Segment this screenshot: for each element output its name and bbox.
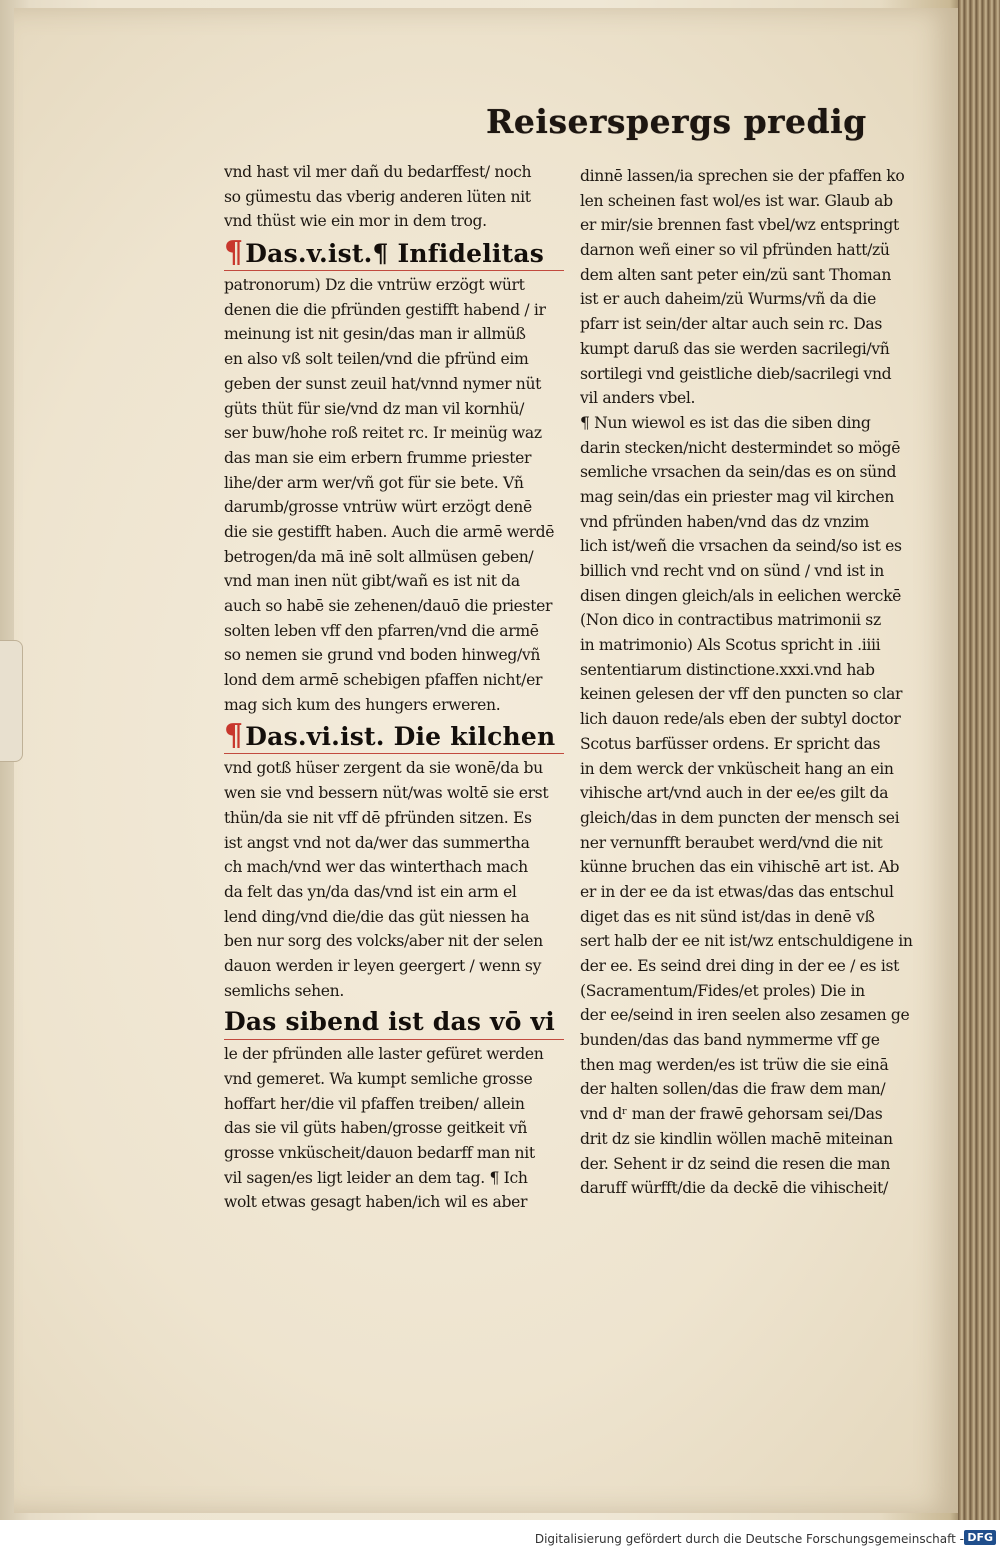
text-line: Scotus barfüsser ordens. Er spricht das	[580, 734, 881, 753]
text-line: lich ist/weñ die vrsachen da seind/so ist es	[580, 537, 902, 556]
text-line: keinen gelesen der vff den puncten so clar	[580, 685, 903, 704]
text-line: hoffart her/die vil pfaffen treiben/ allein	[224, 1094, 525, 1113]
text-line: en also vß solt teilen/vnd die pfründ eim	[224, 350, 529, 369]
text-line: ist er auch daheim/zü Wurms/vñ da die	[580, 290, 876, 309]
text-line: dinnē lassen/ia sprechen sie der pfaffen ko	[580, 167, 905, 185]
text-line: lond dem armē schebigen pfaffen nicht/er	[224, 671, 543, 690]
text-line: vnd gemeret. Wa kumpt semliche grosse	[224, 1070, 533, 1088]
text-line: diget das es nit sünd ist/das in denē vß	[580, 907, 875, 926]
text-line: thün/da sie nit vff dē pfründen sitzen. Es	[224, 808, 532, 827]
text-line: vil sagen/es ligt leider an dem tag. ¶ Ich	[224, 1168, 528, 1187]
text-line: in dem werck der vnküscheit hang an ein	[580, 759, 894, 778]
funding-credit: Digitalisierung gefördert durch die Deutsche Forschungsgemeinschaft -	[534, 1532, 964, 1546]
text-line: vihische art/vnd auch in der ee/es gilt da	[580, 784, 889, 803]
text-line: pfarr ist sein/der altar auch sein rc. Das	[580, 315, 883, 334]
text-line: meinung ist nit gesin/das man ir allmüß	[224, 325, 526, 344]
text-line: (Non dico in contractibus matrimonii sz	[580, 611, 881, 630]
text-line: der. Sehent ir dz seind die resen die man	[580, 1154, 891, 1173]
left-text-column	[224, 160, 564, 1215]
text-line: vnd dʳ man der frawē gehorsam sei/Das	[580, 1105, 883, 1124]
text-line: lend ding/vnd die/die das güt niessen ha	[224, 907, 530, 926]
heading-text: Das.v.ist.¶ Infidelitas	[245, 239, 545, 269]
text-line: güts thüt für sie/vnd dz man vil kornhü/	[224, 399, 524, 418]
text-line: wen sie vnd bessern nüt/was woltē sie erst	[224, 784, 549, 803]
text-line: lihe/der arm wer/vñ got für sie bete. Vñ	[224, 473, 524, 492]
text-line: so gümestu das vberig anderen lüten nit	[224, 187, 531, 206]
page-clip	[0, 640, 23, 762]
text-line: so nemen sie grund vnd boden hinweg/vñ	[224, 646, 541, 665]
text-line: der ee. Es seind drei ding in der ee / es ist	[580, 957, 900, 975]
running-title: Reiserspergs predig	[486, 102, 867, 141]
text-line: dem alten sant peter ein/zü sant Thoman	[580, 265, 892, 284]
text-line: er in der ee da ist etwas/das das entschul	[580, 882, 894, 901]
text-line: sert halb der ee nit ist/wz entschuldigene in	[580, 932, 913, 951]
text-line: sententiarum distinctione.xxxi.vnd hab	[580, 660, 875, 679]
text-line: vnd gotß hüser zergent da sie wonē/da bu	[224, 759, 543, 778]
text-line: daruff würfft/die da deckē die vihischeit/	[580, 1179, 888, 1198]
right-text-column	[580, 164, 925, 1201]
text-line: len scheinen fast wol/es ist war. Glaub ab	[580, 191, 893, 210]
text-line: semliche vrsachen da sein/das es on sünd	[580, 463, 897, 482]
text-line: vnd man inen nüt gibt/wañ es ist nit da	[224, 572, 520, 591]
text-line: die sie gestifft haben. Auch die armē werdē	[224, 522, 555, 541]
text-line: auch so habē sie zehenen/dauō die priester	[224, 597, 553, 615]
text-line: sortilegi vnd geistliche dieb/sacrilegi vnd	[580, 364, 892, 383]
paragraph-mark-icon: ¶	[224, 719, 244, 754]
text-line: ist angst vnd not da/wer das summertha	[224, 833, 530, 852]
text-line: vil anders vbel.	[580, 389, 696, 408]
text-line: geben der sunst zeuil hat/vnnd nymer nüt	[224, 374, 542, 393]
text-line: ben nur sorg des volcks/aber nit der selen	[224, 932, 543, 951]
text-line: dauon werden ir leyen geergert / wenn sy	[224, 956, 542, 975]
text-line: mag sein/das ein priester mag vil kirchen	[580, 487, 894, 506]
book-gutter	[958, 0, 1000, 1520]
paragraph-mark-icon: ¶	[224, 236, 244, 271]
text-line: billich vnd recht vnd on sünd / vnd ist in	[580, 562, 884, 580]
text-line: künne bruchen das ein vihischē art ist. Ab	[580, 858, 900, 877]
text-line: solten leben vff den pfarren/vnd die armē	[224, 621, 539, 640]
text-line: ner vernunfft beraubet werd/vnd die nit	[580, 833, 883, 852]
text-line: mag sich kum des hungers erweren.	[224, 695, 501, 714]
text-line: vnd pfründen haben/vnd das dz vnzim	[580, 512, 869, 531]
text-line: er mir/sie brennen fast vbel/wz entspringt	[580, 216, 899, 235]
text-line: bunden/das das band nymmerme vff ge	[580, 1031, 880, 1050]
text-line: das man sie eim erbern frumme priester	[224, 448, 532, 467]
text-line: ser buw/hohe roß reitet rc. Ir meinüg waz	[224, 424, 542, 443]
text-line: in matrimonio) Als Scotus spricht in .iiii	[580, 636, 881, 655]
text-line: darin stecken/nicht destermindet so mögē	[580, 438, 901, 457]
text-line: vnd hast vil mer dañ du bedarffest/ noch	[224, 163, 532, 181]
text-line: gleich/das in dem puncten der mensch sei	[580, 808, 900, 827]
text-line: der ee/seind in iren seelen also zesamen ge	[580, 1006, 910, 1025]
text-line: darnon weñ einer so vil pfründen hatt/zü	[580, 241, 890, 260]
text-line: kumpt daruß das sie werden sacrilegi/vñ	[580, 339, 890, 358]
text-line: darumb/grosse vntrüw würt erzögt denē	[224, 498, 532, 517]
heading-text: Das sibend ist das vō vi	[224, 1007, 555, 1037]
text-line: betrogen/da mā inē solt allmüsen geben/	[224, 547, 534, 566]
text-line: drit dz sie kindlin wöllen machē miteinan	[580, 1129, 893, 1148]
text-line: lich dauon rede/als eben der subtyl doctor	[580, 710, 901, 729]
text-line: ¶ Nun wiewol es ist das die siben ding	[580, 413, 871, 432]
text-line: wolt etwas gesagt haben/ich wil es aber	[224, 1193, 528, 1212]
text-line: vnd thüst wie ein mor in dem trog.	[224, 212, 487, 231]
heading-text: Das.vi.ist. Die kilchen	[245, 722, 556, 752]
text-line: disen dingen gleich/als in eelichen werckē	[580, 586, 902, 605]
text-line: da felt das yn/da das/vnd ist ein arm el	[224, 882, 517, 901]
text-line: denen die die pfründen gestifft habend / ir	[224, 300, 546, 319]
section-heading-vi	[224, 719, 564, 754]
text-line: (Sacramentum/Fides/et proles) Die in	[580, 981, 865, 1000]
text-line: semlichs sehen.	[224, 981, 344, 1000]
text-line: der halten sollen/das die fraw dem man/	[580, 1080, 886, 1099]
text-line: then mag werden/es ist trüw die sie einā	[580, 1055, 889, 1074]
section-heading-vii	[224, 1005, 564, 1040]
text-line: patronorum) Dz die vntrüw erzögt würt	[224, 276, 525, 295]
text-line: das sie vil güts haben/grosse geitkeit vñ	[224, 1119, 528, 1138]
text-line: grosse vnküscheit/dauon bedarff man nit	[224, 1144, 535, 1163]
section-heading-v	[224, 236, 564, 271]
dfg-logo: DFG	[964, 1530, 996, 1545]
text-line: le der pfründen alle laster gefüret werden	[224, 1045, 544, 1064]
text-line: ch mach/vnd wer das winterthach mach	[224, 858, 528, 877]
